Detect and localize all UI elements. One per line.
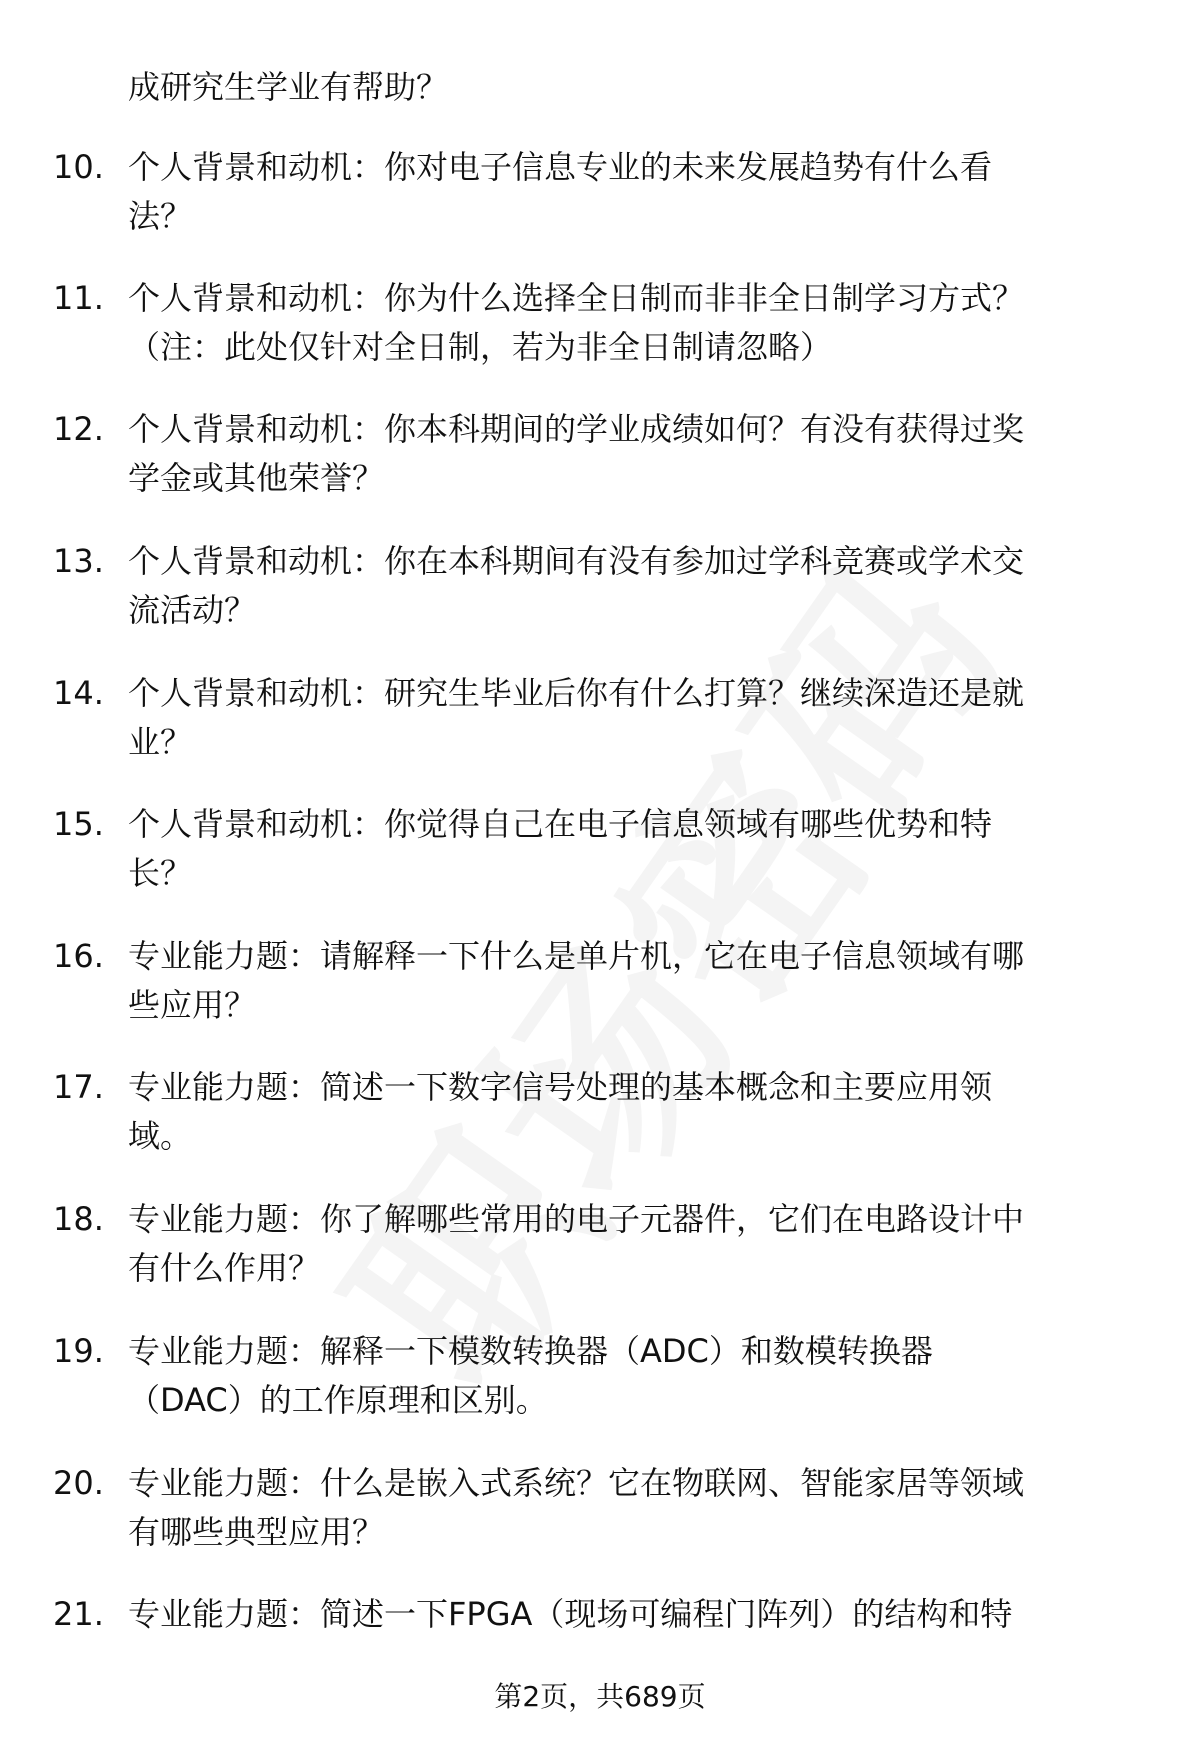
question-number: 18. [53, 1200, 104, 1238]
question-number: 11. [53, 279, 104, 317]
question-text-line: 专业能力题：什么是嵌入式系统？它在物联网、智能家居等领域 [128, 1464, 1025, 1502]
question-text-line: 专业能力题：简述一下数字信号处理的基本概念和主要应用领 [128, 1068, 993, 1106]
question-text-line: 专业能力题：请解释一下什么是单片机，它在电子信息领域有哪 [128, 937, 1025, 975]
question-number: 14. [53, 674, 104, 712]
question-text-line: （注：此处仅针对全日制，若为非全日制请忽略） [128, 328, 833, 366]
question-text-line: 个人背景和动机：你对电子信息专业的未来发展趋势有什么看 [128, 148, 993, 186]
question-text-line: 个人背景和动机：你在本科期间有没有参加过学科竞赛或学术交 [128, 542, 1025, 580]
question-text-line: 专业能力题：你了解哪些常用的电子元器件，它们在电路设计中 [128, 1200, 1025, 1238]
question-text-line: （DAC）的工作原理和区别。 [128, 1381, 548, 1419]
question-number: 13. [53, 542, 104, 580]
question-text-line: 专业能力题：简述一下FPGA（现场可编程门阵列）的结构和特 [128, 1595, 1013, 1633]
continuation-line: 成研究生学业有帮助？ [128, 68, 449, 106]
question-text-line: 个人背景和动机：你本科期间的学业成绩如何？有没有获得过奖 [128, 410, 1025, 448]
question-text-line: 长？ [128, 854, 193, 892]
question-text-line: 有哪些典型应用？ [128, 1513, 385, 1551]
question-text-line: 学金或其他荣誉？ [128, 459, 385, 497]
question-number: 10. [53, 148, 104, 186]
question-text-line: 法？ [128, 197, 193, 235]
question-number: 17. [53, 1068, 104, 1106]
question-text-line: 业？ [128, 723, 193, 761]
question-number: 16. [53, 937, 104, 975]
question-text-line: 流活动？ [128, 591, 257, 629]
question-number: 12. [53, 410, 104, 448]
question-number: 20. [53, 1464, 104, 1502]
question-text-line: 个人背景和动机：你觉得自己在电子信息领域有哪些优势和特 [128, 805, 993, 843]
question-text-line: 些应用？ [128, 986, 257, 1024]
question-text-line: 有什么作用？ [128, 1249, 321, 1287]
question-number: 21. [53, 1595, 104, 1633]
question-number: 19. [53, 1332, 104, 1370]
question-text-line: 个人背景和动机：你为什么选择全日制而非非全日制学习方式？ [128, 279, 1025, 317]
page-footer: 第2页，共689页 [494, 1680, 706, 1713]
question-number: 15. [53, 805, 104, 843]
question-text-line: 个人背景和动机：研究生毕业后你有什么打算？继续深造还是就 [128, 674, 1025, 712]
question-text-line: 域。 [128, 1117, 193, 1155]
question-text-line: 专业能力题：解释一下模数转换器（ADC）和数模转换器 [128, 1332, 933, 1370]
